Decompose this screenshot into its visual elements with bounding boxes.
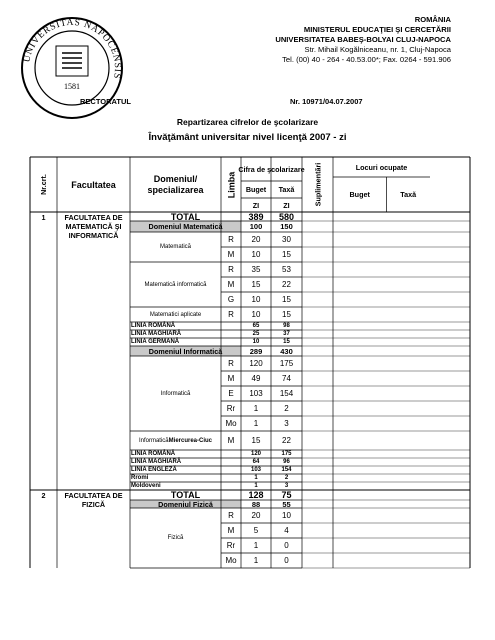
taxa-value: 154 bbox=[281, 467, 292, 473]
taxa-value: 150 bbox=[280, 222, 293, 231]
buget-value: 100 bbox=[249, 222, 263, 231]
language-code: M bbox=[227, 374, 235, 383]
total-label: TOTAL bbox=[170, 490, 201, 500]
header-phone: Tel. (00) 40 - 264 - 40.53.00*; Fax. 0264 - 591.906 bbox=[282, 55, 451, 64]
line-label: LINIA ROMÂNĂ bbox=[131, 451, 176, 457]
buget-value: 128 bbox=[248, 490, 264, 500]
document-subtitle: Învăţământ universitar nivel licenţă 2007 - zi bbox=[148, 132, 347, 143]
header-zi-taxa: ZI bbox=[283, 200, 290, 210]
taxa-value: 2 bbox=[284, 475, 289, 481]
line-label: LINIA MAGHIARĂ bbox=[131, 331, 182, 337]
taxa-value: 15 bbox=[282, 295, 291, 304]
header-cifra: Cifra de şcolarizare bbox=[238, 164, 305, 174]
language-code: R bbox=[228, 235, 234, 244]
document-title: Repartizarea cifrelor de şcolarizare bbox=[176, 117, 319, 127]
taxa-value: 175 bbox=[279, 359, 294, 368]
taxa-value: 10 bbox=[282, 511, 291, 520]
language-code: Mo bbox=[225, 419, 237, 428]
taxa-value: 15 bbox=[283, 339, 290, 345]
specialization-name: Fizică bbox=[167, 535, 184, 541]
line-label: LINIA MAGHIARĂ bbox=[131, 459, 182, 465]
specialization-name: Informatică Miercurea-Ciuc bbox=[138, 437, 213, 444]
faculty-name: FACULTATEA DE FIZICĂ bbox=[64, 491, 123, 509]
specialization-name: Matematici aplicate bbox=[149, 311, 202, 318]
buget-value: 5 bbox=[253, 526, 259, 535]
header-suplimentari: Suplimentări bbox=[313, 162, 323, 207]
specialization-name: Matematică informatică bbox=[144, 281, 207, 288]
line-label: LINIA ENGLEZĂ bbox=[131, 467, 177, 473]
taxa-value: 580 bbox=[278, 211, 295, 222]
specialization-name: Informatică bbox=[160, 390, 191, 397]
taxa-value: 96 bbox=[283, 459, 290, 465]
header-buget: Buget bbox=[245, 185, 267, 194]
language-code: E bbox=[228, 389, 234, 398]
taxa-value: 0 bbox=[284, 541, 289, 550]
buget-value: 10 bbox=[252, 339, 260, 345]
language-code: R bbox=[228, 511, 234, 520]
buget-value: 103 bbox=[249, 389, 263, 398]
total-label: TOTAL bbox=[170, 211, 201, 222]
buget-value: 15 bbox=[251, 280, 261, 289]
buget-value: 389 bbox=[248, 211, 264, 222]
buget-value: 20 bbox=[251, 235, 261, 244]
taxa-value: 3 bbox=[284, 419, 289, 428]
taxa-value: 55 bbox=[282, 499, 291, 509]
buget-value: 1 bbox=[254, 475, 258, 481]
buget-value: 103 bbox=[250, 467, 261, 473]
buget-value: 10 bbox=[251, 310, 261, 319]
taxa-value: 22 bbox=[282, 280, 291, 289]
seal-ring-text: UNIVERSITAS NAPOCENSIS bbox=[22, 17, 123, 80]
taxa-value: 175 bbox=[281, 451, 292, 457]
line-label: LINIA ROMÂNĂ bbox=[131, 323, 176, 329]
taxa-value: 0 bbox=[284, 556, 289, 565]
header-address: Str. Mihail Kogălniceanu, nr. 1, Cluj-Napoca bbox=[304, 45, 451, 54]
header-locuri-buget: Buget bbox=[349, 190, 370, 199]
domain-label: Domeniul Informatică bbox=[148, 346, 223, 356]
taxa-value: 3 bbox=[284, 483, 289, 489]
language-code: M bbox=[227, 526, 235, 535]
taxa-value: 154 bbox=[279, 389, 294, 398]
buget-value: 120 bbox=[249, 359, 263, 368]
faculty-name: FACULTATEA DE MATEMATICĂ ŞI INFORMATICĂ bbox=[64, 213, 123, 240]
buget-value: 1 bbox=[253, 541, 259, 550]
language-code: M bbox=[227, 436, 235, 445]
language-code: M bbox=[227, 280, 235, 289]
header-country: ROMÂNIA bbox=[414, 15, 451, 24]
buget-value: 88 bbox=[251, 499, 261, 509]
line-label: LINIA GERMANĂ bbox=[131, 339, 180, 345]
buget-value: 289 bbox=[249, 346, 263, 356]
taxa-value: 30 bbox=[282, 235, 291, 244]
header-ministry: MINISTERUL EDUCAŢIEI ŞI CERCETĂRII bbox=[303, 25, 451, 34]
header-locuri-taxa: Taxă bbox=[400, 190, 417, 199]
faculty-nr: 2 bbox=[41, 491, 46, 500]
header-domeniul: Domeniul/ specializarea bbox=[147, 173, 204, 195]
domain-label: Domeniul Fizică bbox=[158, 499, 213, 509]
taxa-value: 75 bbox=[281, 490, 292, 500]
language-code: R bbox=[228, 310, 234, 319]
header-facultatea: Facultatea bbox=[71, 179, 116, 190]
buget-value: 1 bbox=[253, 556, 259, 565]
taxa-value: 430 bbox=[280, 346, 293, 356]
buget-value: 1 bbox=[254, 483, 258, 489]
specialization-name: Matematică bbox=[159, 244, 191, 250]
header-limba: Limba bbox=[226, 171, 237, 198]
taxa-value: 98 bbox=[283, 323, 290, 329]
buget-value: 64 bbox=[252, 459, 260, 465]
buget-value: 10 bbox=[251, 295, 261, 304]
line-label: Rromi bbox=[131, 475, 149, 481]
buget-value: 10 bbox=[251, 250, 261, 259]
language-code: R bbox=[228, 359, 234, 368]
header-locuri: Locuri ocupate bbox=[355, 162, 408, 172]
svg-text:UNIVERSITAS NAPOCENSIS bbox=[22, 18, 122, 80]
buget-value: 1 bbox=[253, 404, 259, 413]
document-number: Nr. 10971/04.07.2007 bbox=[290, 97, 363, 106]
taxa-value: 74 bbox=[282, 374, 291, 383]
language-code: M bbox=[227, 250, 235, 259]
language-code: Mo bbox=[225, 556, 237, 565]
taxa-value: 15 bbox=[282, 310, 291, 319]
line-label: Moldoveni bbox=[131, 483, 161, 489]
buget-value: 35 bbox=[251, 265, 261, 274]
faculty-nr: 1 bbox=[41, 213, 46, 222]
buget-value: 15 bbox=[251, 436, 261, 445]
language-code: Rr bbox=[226, 404, 236, 413]
language-code: R bbox=[228, 265, 234, 274]
header-university: UNIVERSITATEA BABEŞ-BOLYAI CLUJ-NAPOCA bbox=[275, 35, 451, 44]
buget-value: 25 bbox=[252, 331, 260, 337]
domain-label: Domeniul Matematică bbox=[148, 222, 223, 231]
office-name: RECTORATUL bbox=[80, 97, 131, 106]
buget-value: 1 bbox=[253, 419, 259, 428]
buget-value: 120 bbox=[250, 451, 261, 457]
taxa-value: 22 bbox=[282, 436, 291, 445]
seal-year: 1581 bbox=[64, 82, 80, 91]
taxa-value: 37 bbox=[283, 331, 290, 337]
header-zi-buget: ZI bbox=[252, 200, 260, 210]
buget-value: 49 bbox=[251, 374, 261, 383]
taxa-value: 15 bbox=[282, 250, 291, 259]
header-nr: Nr.crt. bbox=[39, 174, 48, 195]
taxa-value: 2 bbox=[284, 404, 289, 413]
language-code: Rr bbox=[226, 541, 236, 550]
buget-value: 20 bbox=[251, 511, 261, 520]
language-code: G bbox=[227, 295, 235, 304]
taxa-value: 4 bbox=[284, 526, 289, 535]
buget-value: 65 bbox=[252, 323, 260, 329]
header-taxa: Taxă bbox=[278, 185, 295, 194]
taxa-value: 53 bbox=[282, 265, 291, 274]
